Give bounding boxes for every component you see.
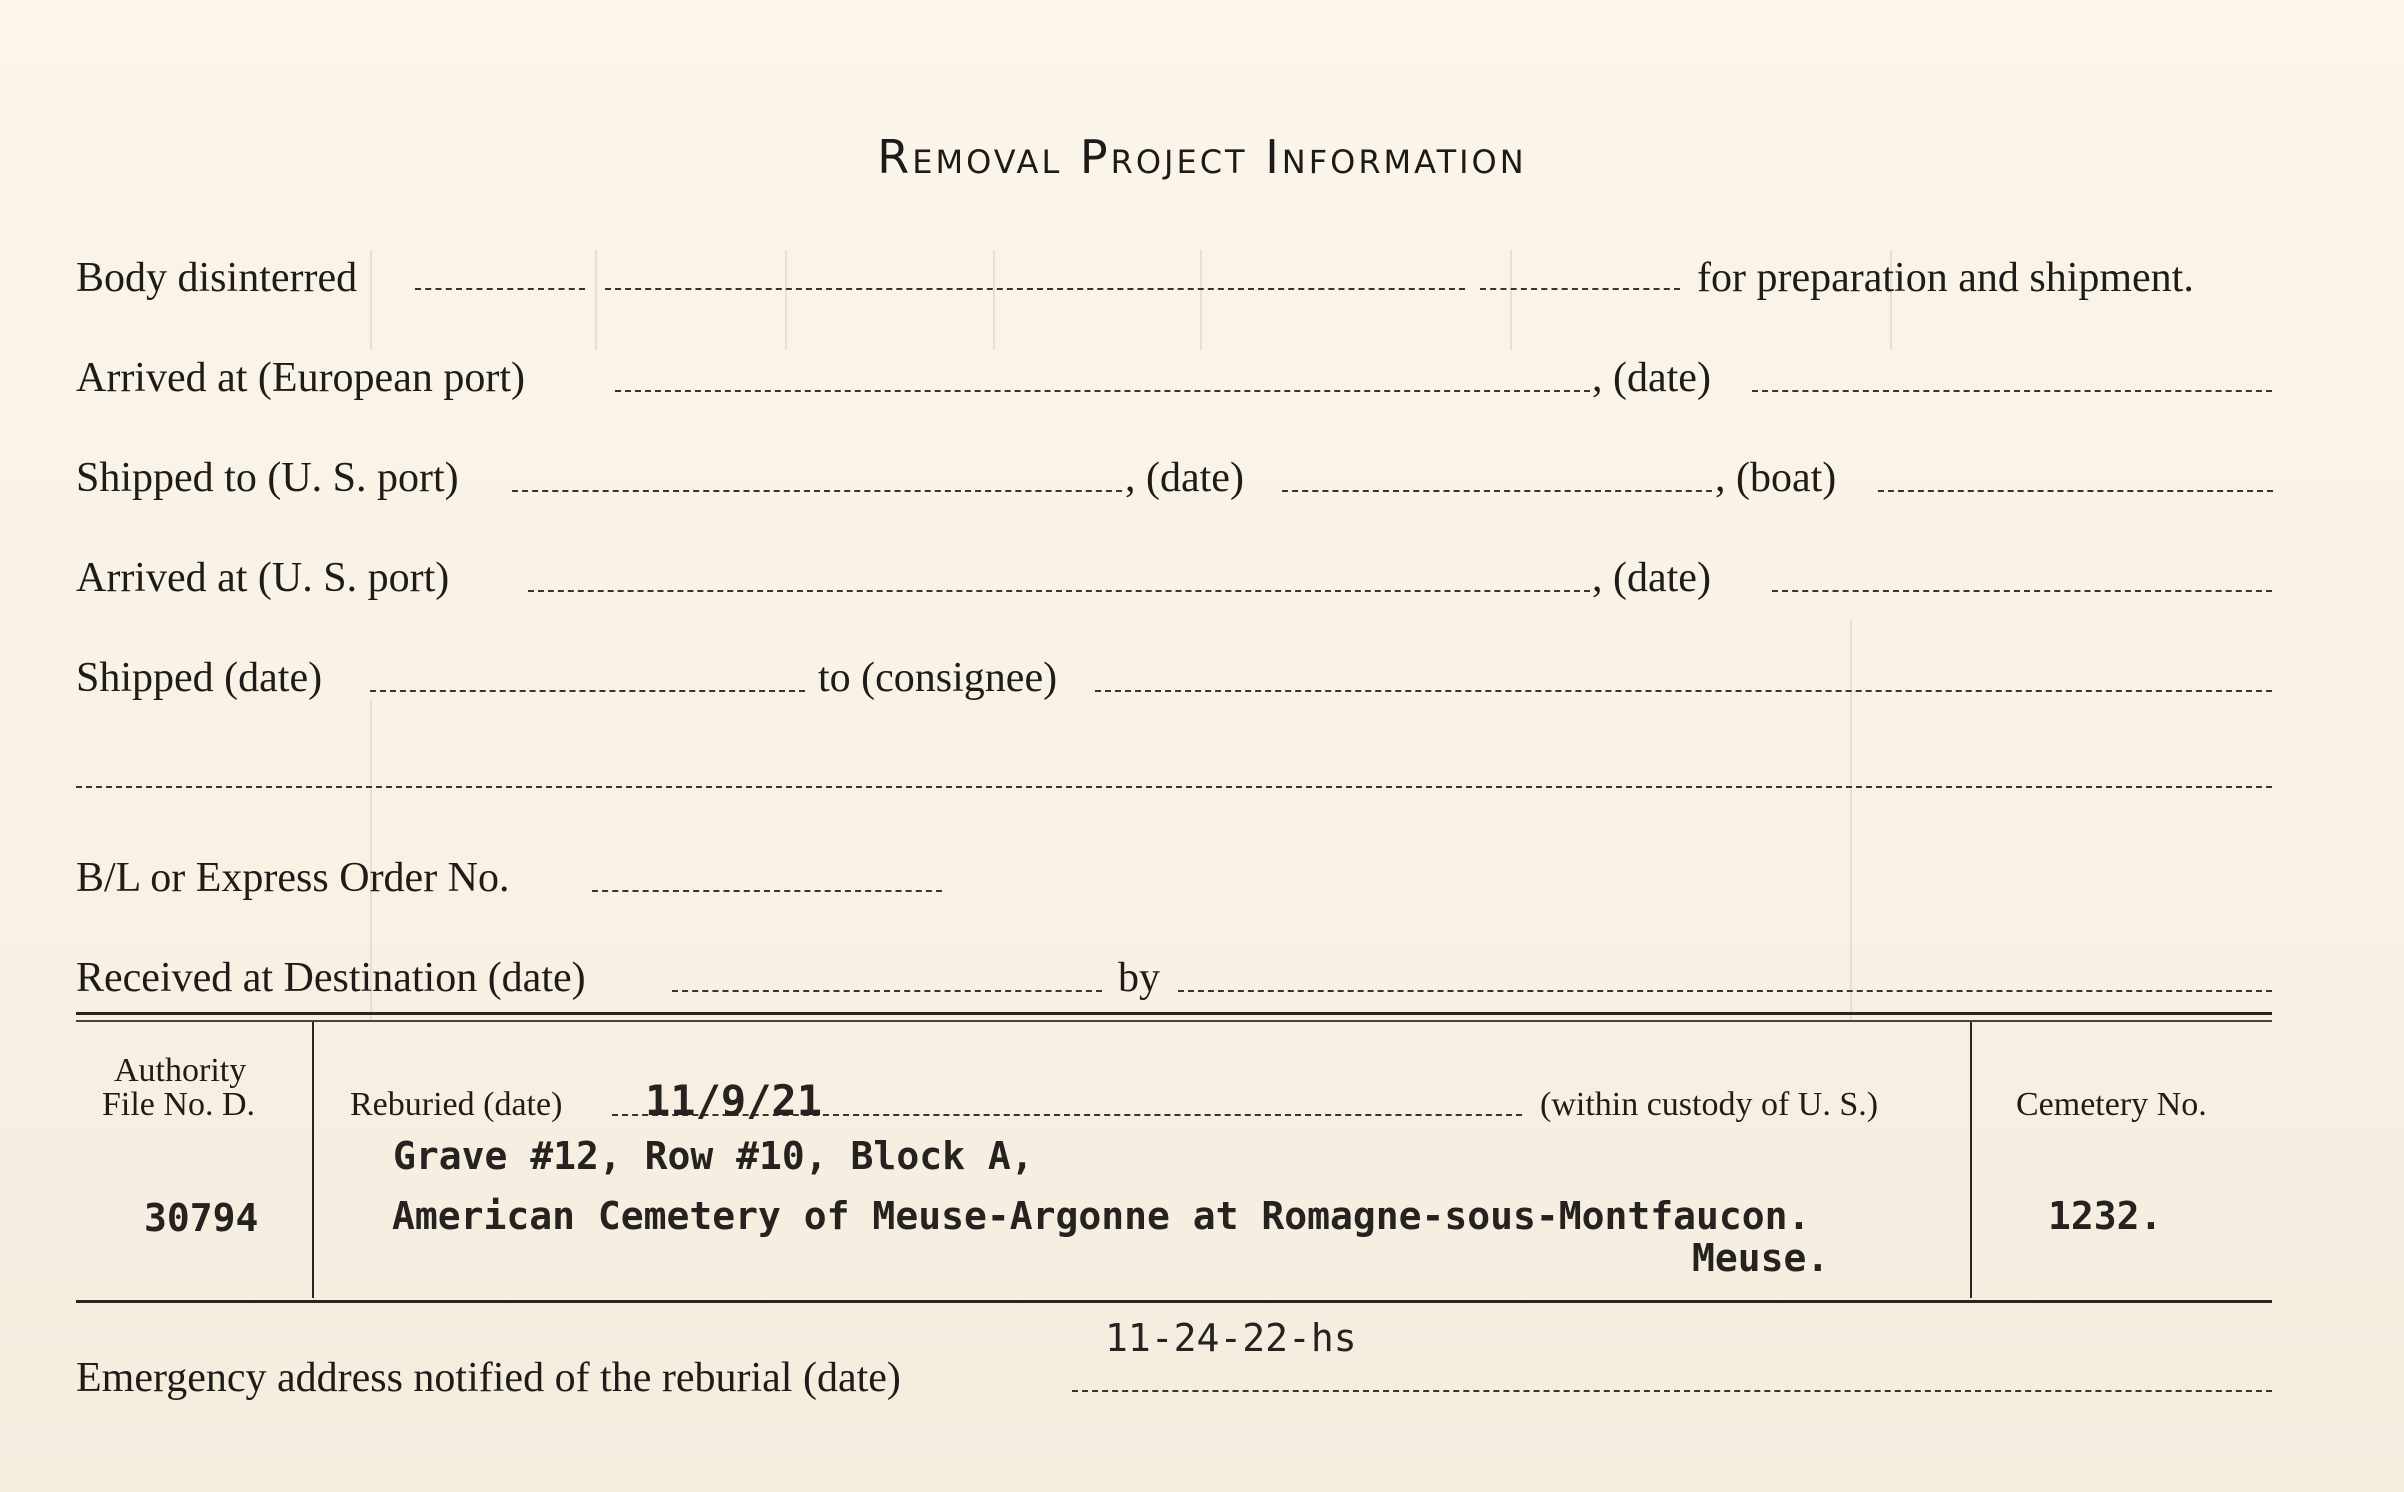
shipped-us-date-blank <box>1282 490 1712 492</box>
authority-file-label: File No. D. <box>102 1086 255 1123</box>
arrived-european-label: Arrived at (European port) <box>76 355 525 401</box>
bl-order-blank <box>592 890 942 892</box>
reburied-date-value: 11/9/21 <box>645 1076 823 1125</box>
by-label: by <box>1118 955 1160 1001</box>
emergency-date-value: 11-24-22-hs <box>1105 1316 1357 1360</box>
body-disinterred-label: Body disinterred <box>76 255 358 301</box>
grave-location: Grave #12, Row #10, Block A, <box>393 1134 1034 1178</box>
boat-label: , (boat) <box>1715 455 1837 501</box>
consignee-continuation-blank <box>76 786 2272 788</box>
arrived-us-date-label: , (date) <box>1592 555 1711 601</box>
arrived-us-port-label: Arrived at (U. S. port) <box>76 555 450 601</box>
received-date-blank <box>672 990 1102 992</box>
received-destination-label: Received at Destination (date) <box>76 955 586 1001</box>
arrived-us-port-blank <box>528 590 1590 592</box>
bl-order-label: B/L or Express Order No. <box>76 855 510 901</box>
body-disinterred-blank <box>415 288 585 290</box>
reburied-label: Reburied (date) <box>350 1086 563 1123</box>
bleed-line <box>785 250 787 350</box>
department-name: Meuse. <box>1692 1236 1830 1280</box>
emergency-date-blank <box>1072 1390 2272 1392</box>
bleed-line <box>1510 250 1512 350</box>
arrived-european-blank <box>615 390 1590 392</box>
bleed-line <box>1200 250 1202 350</box>
shipped-date-blank <box>370 690 805 692</box>
received-by-blank <box>1178 990 2272 992</box>
to-consignee-label: to (consignee) <box>818 655 1058 701</box>
arrived-european-date-label: , (date) <box>1592 355 1711 401</box>
bleed-line <box>1850 620 1852 1020</box>
section-rule-bottom <box>76 1300 2272 1303</box>
bleed-line <box>370 250 372 350</box>
table-divider-right <box>1970 1022 1972 1298</box>
table-divider-left <box>312 1022 314 1298</box>
authority-file-number: 30794 <box>144 1196 259 1240</box>
shipped-date-label: Shipped (date) <box>76 655 323 701</box>
cemetery-number: 1232. <box>2048 1194 2163 1238</box>
bleed-line <box>993 250 995 350</box>
section-rule-top <box>76 1012 2272 1015</box>
cemetery-no-label: Cemetery No. <box>2016 1086 2207 1123</box>
bleed-line <box>595 250 597 350</box>
within-custody-label: (within custody of U. S.) <box>1540 1086 1879 1123</box>
cemetery-name: American Cemetery of Meuse-Argonne at Romagne-sous-Montfaucon. <box>392 1194 1811 1238</box>
emergency-address-label: Emergency address notified of the reburial (date) <box>76 1355 901 1401</box>
section-rule-top-2 <box>76 1020 2272 1022</box>
boat-blank <box>1878 490 2273 492</box>
arrived-european-date-blank <box>1752 390 2272 392</box>
shipped-us-date-label: , (date) <box>1125 455 1244 501</box>
body-disinterred-blank <box>605 288 1465 290</box>
body-disinterred-blank <box>1480 288 1680 290</box>
arrived-us-date-blank <box>1772 590 2272 592</box>
authority-label: Authority <box>114 1052 247 1089</box>
consignee-blank <box>1095 690 2272 692</box>
shipped-us-port-label: Shipped to (U. S. port) <box>76 455 459 501</box>
form-title: Removal Project Information <box>877 130 1527 184</box>
shipped-us-port-blank <box>512 490 1122 492</box>
for-preparation-label: for preparation and shipment. <box>1697 255 2194 301</box>
